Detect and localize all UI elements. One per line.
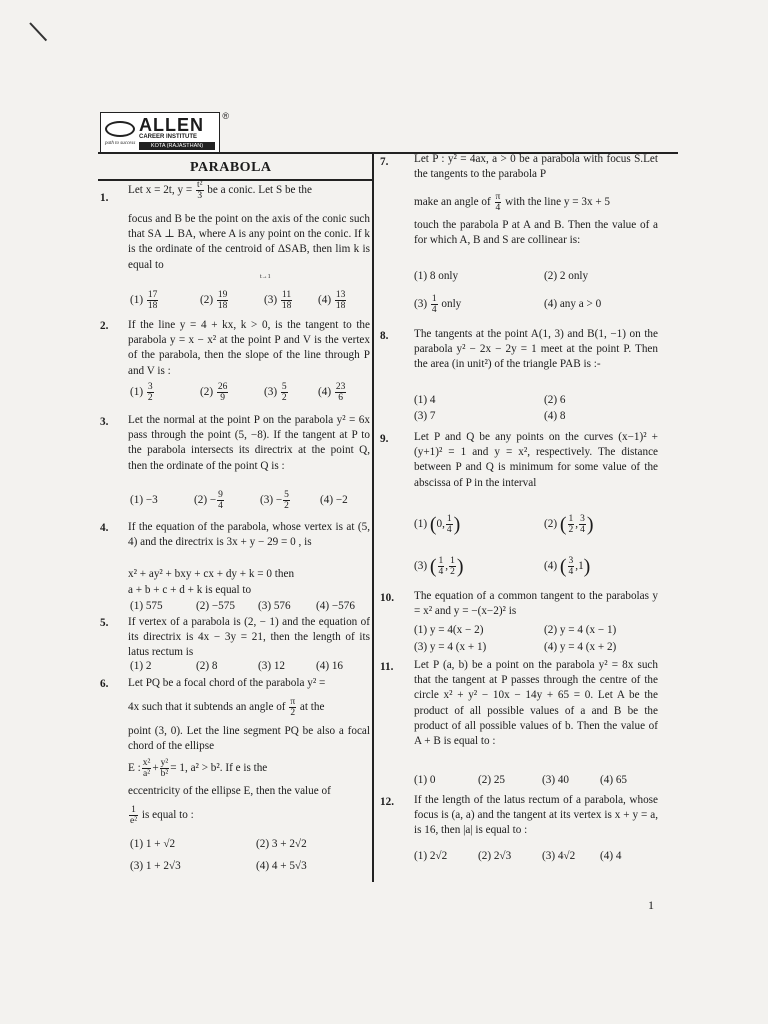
question-6-line-5: eccentricity of the ellipse E, then the value of — [128, 785, 331, 797]
question-1-body: focus and B be the point on the axis of the conic such that SA ⊥ BA, where A is any point on the conic. If k is the ordinate of the centroid of ΔSAB, then lim k is equal to — [128, 213, 370, 271]
question-3: Let the normal at the point P on the parabola y² = 6x pass through the point (5, −8). If the tangent at P to the parabola intersects its directrix at the point Q, then the ordinate of the point Q is : — [128, 414, 370, 472]
question-11-options: (1) 0 (2) 25 (3) 40 (4) 65 — [414, 774, 628, 786]
question-6-line-2: 4x such that it subtends an angle of $\frac{\pi}{2}$ at the — [128, 697, 325, 718]
column-divider — [372, 152, 374, 882]
section-title: PARABOLA — [190, 160, 272, 175]
question-10: The equation of a common tangent to the parabolas y = x² and y = −(x−2)² is — [414, 590, 658, 618]
question-9-options: (1) (0, $\frac{1}{4}$ ) (2) ( $\frac{1}{2}$ , $\frac{3}{4}$ ) (3) ( $\frac{1}{4}$ , $\frac{1}{2}$ ) (4) ( $\frac{3}{4}$ ,1) — [414, 513, 594, 578]
logo-emblem-icon — [105, 121, 135, 137]
question-12-options: (1) 2√2 (2) 2√3 (3) 4√2 (4) 4 — [414, 850, 622, 862]
question-5-options: (1) 2 (2) 8 (3) 12 (4) 16 — [130, 660, 344, 672]
question-2-options: (1) $\frac{3}{2}$ (2) $\frac{26}{9}$ (3) $\frac{5}{2}$ (4) $\frac{23}{6}$ — [130, 382, 346, 403]
question-1: Let x = 2t, y = $\frac{\text{t²}}{3}$ be a conic. Let S be the — [128, 180, 312, 201]
question-1-options: (1) $\frac{17}{18}$ (2) $\frac{19}{18}$ (3) $\frac{11}{18}$ (4) $\frac{13}{18}$ — [130, 290, 346, 311]
question-number: 4. — [100, 522, 109, 534]
logo-brand: ALLEN — [139, 115, 204, 135]
question-6: Let PQ be a focal chord of the parabola y² = — [128, 677, 326, 689]
question-6-ellipse: E : $\frac{\text{x²}}{\text{a²}}$ + $\frac{\text{y²}}{\text{b²}}$ = 1, a² > b². If e is the — [128, 758, 268, 779]
question-number: 11. — [380, 661, 394, 673]
question-number: 3. — [100, 416, 109, 428]
question-number: 12. — [380, 796, 394, 808]
question-7-options: (1) 8 only (2) 2 only (3) $\frac{1}{4}$ only (4) any a > 0 — [414, 270, 602, 315]
question-4-equation: x² + ay² + bxy + cx + dy + k = 0 then — [128, 568, 295, 580]
question-number: 1. — [100, 192, 109, 204]
question-6-options: (1) 1 + √2 (2) 3 + 2√2 (3) 1 + 2√3 (4) 4 + 5√3 — [130, 838, 307, 872]
question-number: 8. — [380, 330, 389, 342]
question-number: 5. — [100, 617, 109, 629]
question-11: Let P (a, b) be a point on the parabola y² = 8x such that the tangent at P passes through the centre of the circle x² + y² − 10x − 14y + 65 = 0. Let A be the product of all possible values of a and B be the product of all possible values of b. Then the value of A + B is equal to : — [414, 659, 658, 748]
question-2: If the line y = 4 + kx, k > 0, is the tangent to the parabola y = x − x² at the point P and V is the vertex of the parabola, then the slope of the line through P and V is : — [128, 319, 370, 377]
question-12: If the length of the latus rectum of a parabola, whose focus is (a, a) and the tangent at its vertex is x + y = a, is 16, then |a| is equal to : — [414, 794, 658, 837]
question-number: 7. — [380, 156, 389, 168]
question-10-options: (1) y = 4(x − 2) (2) y = 4 (x − 1) (3) y = 4 (x + 1) (4) y = 4 (x + 2) — [414, 624, 617, 653]
question-8-options: (1) 4 (2) 6 (3) 7 (4) 8 — [414, 394, 566, 422]
pencil-mark — [29, 22, 47, 41]
logo-tagline: path to success — [105, 141, 136, 146]
question-9: Let P and Q be any points on the curves (x−1)² + (y+1)² = 1 and y = x², respectively. The distance between P and Q is minimum for some value of the abscissa of P in the interval — [414, 431, 658, 489]
question-7-line-3: touch the parabola P at A and B. Then the value of a for which A, B and S are collinear is: — [414, 219, 658, 247]
limit-subscript: t→1 — [260, 274, 271, 280]
question-number: 6. — [100, 678, 109, 690]
question-4: If the equation of the parabola, whose vertex is at (5, 4) and the directrix is 3x + y − 29 = 0 , is — [128, 521, 370, 549]
question-number: 10. — [380, 592, 394, 604]
question-7-line-2: make an angle of $\frac{\pi}{4}$ with the line y = 3x + 5 — [414, 192, 611, 213]
logo-registered: ® — [222, 111, 229, 121]
logo-location: KOTA (RAJASTHAN) — [139, 142, 215, 150]
question-7: Let P : y² = 4ax, a > 0 be a parabola with focus S.Let the tangents to the parabola P — [414, 153, 658, 181]
allen-logo — [100, 111, 229, 154]
logo-subtitle: CAREER INSTITUTE — [139, 134, 198, 140]
question-6-line-3: point (3, 0). Let the line segment PQ be also a focal chord of the ellipse — [128, 725, 370, 753]
question-4-equation-2: a + b + c + d + k is equal to — [128, 584, 252, 596]
question-3-options: (1) −3 (2) − $\frac{9}{4}$ (3) − $\frac{5}{2}$ (4) −2 — [130, 490, 348, 511]
page-number: 1 — [648, 898, 654, 912]
question-number: 9. — [380, 433, 389, 445]
question-4-options: (1) 575 (2) −575 (3) 576 (4) −576 — [130, 600, 355, 612]
question-8: The tangents at the point A(1, 3) and B(1, −1) on the parabola y² − 2x − 2y = 1 meet at the point P. Then the area (in unit²) of the triangle PAB is :- — [414, 328, 658, 371]
question-5: If vertex of a parabola is (2, − 1) and the equation of its directrix is 4x − 3y = 21, then the length of its latus rectum is — [128, 616, 370, 659]
question-6-line-6: $\frac{1}{\text{e²}}$ is equal to : — [130, 805, 194, 826]
question-number: 2. — [100, 320, 109, 332]
